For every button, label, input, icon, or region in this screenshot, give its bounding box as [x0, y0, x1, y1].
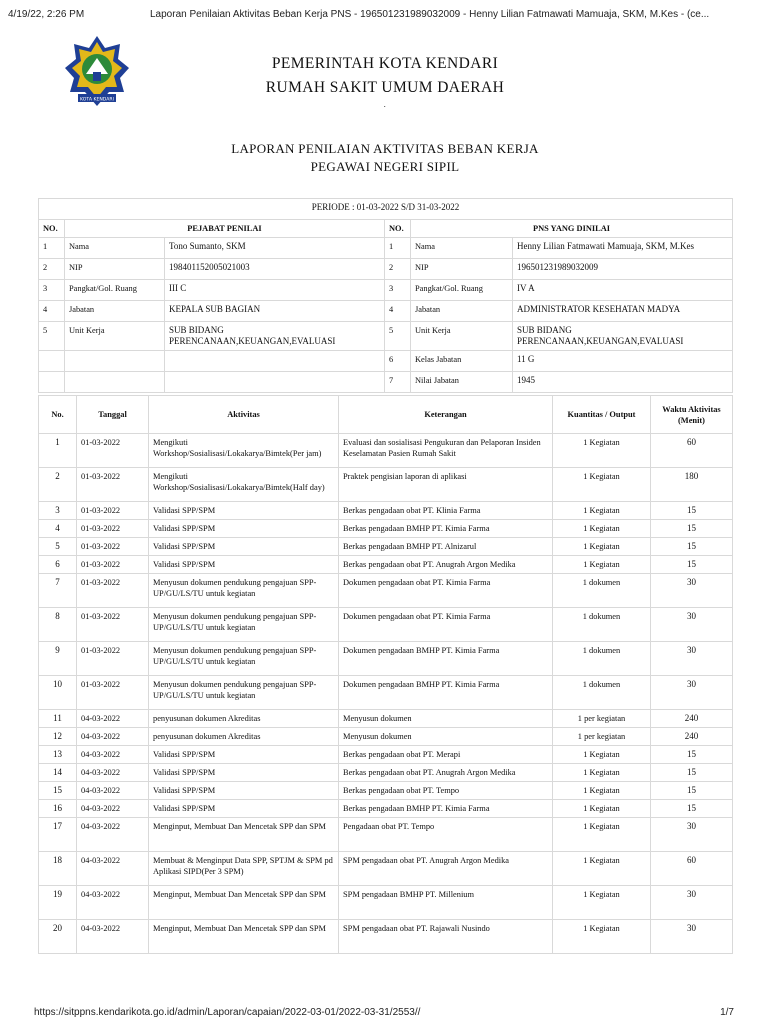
activity-date: 04-03-2022 — [77, 764, 149, 782]
letterhead-line1: PEMERINTAH KOTA KENDARI — [271, 55, 499, 72]
table-row — [39, 800, 733, 818]
activity-name: Menyusun dokumen pendukung pengajuan SPP-UP/GU/LS/TU untuk kegiatan — [149, 608, 339, 642]
activity-output: 1 Kegiatan — [553, 886, 651, 920]
table-row — [39, 608, 733, 642]
assessed-no: 7 — [385, 372, 411, 393]
assessor-value: 198401152005021003 — [165, 259, 385, 280]
assessor-label: Jabatan — [65, 301, 165, 322]
activity-minutes: 15 — [651, 764, 733, 782]
activity-date: 04-03-2022 — [77, 852, 149, 886]
activity-minutes: 15 — [651, 502, 733, 520]
col-no: NO. — [385, 220, 411, 238]
activity-description: Berkas pengadaan obat PT. Merapi — [339, 746, 553, 764]
report-title-line2: PEGAWAI NEGERI SIPIL — [310, 159, 460, 174]
assessor-value: KEPALA SUB BAGIAN — [165, 301, 385, 322]
assessed-value: 1945 — [513, 372, 733, 393]
activity-date: 01-03-2022 — [77, 434, 149, 468]
activity-minutes: 240 — [651, 710, 733, 728]
table-row — [39, 556, 733, 574]
activity-minutes: 15 — [651, 556, 733, 574]
officials-row — [39, 372, 733, 393]
activity-output: 1 Kegiatan — [553, 502, 651, 520]
activity-no: 17 — [39, 818, 77, 852]
activity-output: 1 Kegiatan — [553, 556, 651, 574]
assessor-no: 1 — [39, 238, 65, 259]
print-datetime: 4/19/22, 2:26 PM — [8, 9, 85, 20]
activity-description: Berkas pengadaan BMHP PT. Alnizarul — [339, 538, 553, 556]
activity-description: Pengadaan obat PT. Tempo — [339, 818, 553, 852]
assessed-value: Henny Lilian Fatmawati Mamuaja, SKM, M.Kes — [513, 238, 733, 259]
activity-minutes: 30 — [651, 886, 733, 920]
activity-description: Berkas pengadaan BMHP PT. Kimia Farma — [339, 800, 553, 818]
assessor-value: Tono Sumanto, SKM — [165, 238, 385, 259]
table-row — [39, 728, 733, 746]
activity-date: 01-03-2022 — [77, 538, 149, 556]
activity-date: 04-03-2022 — [77, 818, 149, 852]
assessed-no: 6 — [385, 351, 411, 372]
assessed-value: ADMINISTRATOR KESEHATAN MADYA — [513, 301, 733, 322]
table-row — [39, 538, 733, 556]
activity-output: 1 Kegiatan — [553, 764, 651, 782]
activity-name: Validasi SPP/SPM — [149, 538, 339, 556]
activity-minutes: 30 — [651, 818, 733, 852]
period: PERIODE : 01-03-2022 S/D 31-03-2022 — [39, 199, 733, 220]
report-title — [100, 140, 670, 176]
activity-name: Validasi SPP/SPM — [149, 746, 339, 764]
activity-date: 04-03-2022 — [77, 728, 149, 746]
officials-table — [38, 198, 733, 393]
activity-date: 01-03-2022 — [77, 676, 149, 710]
assessed-no: 3 — [385, 280, 411, 301]
activity-no: 7 — [39, 574, 77, 608]
assessor-no: 3 — [39, 280, 65, 301]
activity-description: Menyusun dokumen — [339, 710, 553, 728]
assessor-no: 5 — [39, 322, 65, 351]
activity-output: 1 per kegiatan — [553, 728, 651, 746]
col-assessor: PEJABAT PENILAI — [65, 220, 385, 238]
activity-name: Validasi SPP/SPM — [149, 556, 339, 574]
assessor-label: Pangkat/Gol. Ruang — [65, 280, 165, 301]
activities-col-header: Kuantitas / Output — [553, 396, 651, 434]
activity-no: 10 — [39, 676, 77, 710]
assessed-label: Nama — [411, 238, 513, 259]
table-row — [39, 520, 733, 538]
activity-no: 19 — [39, 886, 77, 920]
col-no: NO. — [39, 220, 65, 238]
print-page-number: 1/7 — [720, 1007, 734, 1018]
letterhead-line2: RUMAH SAKIT UMUM DAERAH — [265, 79, 505, 96]
assessor-label: Unit Kerja — [65, 322, 165, 351]
activity-name: Menyusun dokumen pendukung pengajuan SPP-UP/GU/LS/TU untuk kegiatan — [149, 642, 339, 676]
table-row — [39, 852, 733, 886]
assessor-empty — [39, 372, 65, 393]
activity-date: 04-03-2022 — [77, 920, 149, 954]
activity-minutes: 15 — [651, 520, 733, 538]
activity-description: Berkas pengadaan obat PT. Anugrah Argon Medika — [339, 764, 553, 782]
activity-output: 1 Kegiatan — [553, 852, 651, 886]
activity-output: 1 Kegiatan — [553, 782, 651, 800]
activity-no: 4 — [39, 520, 77, 538]
assessor-no: 4 — [39, 301, 65, 322]
activity-output: 1 dokumen — [553, 574, 651, 608]
assessor-empty — [65, 351, 165, 372]
activity-description: Berkas pengadaan BMHP PT. Kimia Farma — [339, 520, 553, 538]
activity-output: 1 dokumen — [553, 642, 651, 676]
table-row — [39, 920, 733, 954]
activity-description: Dokumen pengadaan obat PT. Kimia Farma — [339, 574, 553, 608]
table-row — [39, 782, 733, 800]
activity-minutes: 240 — [651, 728, 733, 746]
activity-no: 15 — [39, 782, 77, 800]
activity-output: 1 Kegiatan — [553, 468, 651, 502]
activity-output: 1 dokumen — [553, 608, 651, 642]
table-row — [39, 676, 733, 710]
activity-name: Menginput, Membuat Dan Mencetak SPP dan SPM — [149, 920, 339, 954]
print-url: https://sitppns.kendarikota.go.id/admin/Laporan/capaian/2022-03-01/2022-03-31/2553// — [34, 1007, 421, 1018]
letterhead-dot: . — [383, 100, 387, 109]
assessor-empty — [65, 372, 165, 393]
activity-description: Menyusun dokumen — [339, 728, 553, 746]
activity-date: 04-03-2022 — [77, 886, 149, 920]
activity-no: 20 — [39, 920, 77, 954]
activity-name: Menyusun dokumen pendukung pengajuan SPP-UP/GU/LS/TU untuk kegiatan — [149, 676, 339, 710]
activity-name: Menginput, Membuat Dan Mencetak SPP dan SPM — [149, 818, 339, 852]
officials-row — [39, 238, 733, 259]
activity-date: 01-03-2022 — [77, 608, 149, 642]
officials-row — [39, 259, 733, 280]
table-row — [39, 710, 733, 728]
activity-minutes: 15 — [651, 800, 733, 818]
activities-col-header: Keterangan — [339, 396, 553, 434]
table-row — [39, 434, 733, 468]
activity-minutes: 15 — [651, 782, 733, 800]
officials-row — [39, 351, 733, 372]
print-footer — [0, 1005, 768, 1024]
activity-name: Validasi SPP/SPM — [149, 800, 339, 818]
activity-output: 1 Kegiatan — [553, 818, 651, 852]
activity-description: Dokumen pengadaan BMHP PT. Kimia Farma — [339, 642, 553, 676]
activity-description: SPM pengadaan obat PT. Anugrah Argon Medika — [339, 852, 553, 886]
activity-no: 6 — [39, 556, 77, 574]
activity-no: 1 — [39, 434, 77, 468]
activity-description: Berkas pengadaan obat PT. Klinia Farma — [339, 502, 553, 520]
assessor-value: SUB BIDANG PERENCANAAN,KEUANGAN,EVALUASI — [165, 322, 385, 351]
activity-output: 1 dokumen — [553, 676, 651, 710]
assessor-empty — [165, 372, 385, 393]
activity-name: Validasi SPP/SPM — [149, 520, 339, 538]
activity-output: 1 Kegiatan — [553, 800, 651, 818]
activity-output: 1 Kegiatan — [553, 538, 651, 556]
activity-name: Mengikuti Workshop/Sosialisasi/Lokakarya/Bimtek(Per jam) — [149, 434, 339, 468]
assessed-label: Nilai Jabatan — [411, 372, 513, 393]
activity-no: 13 — [39, 746, 77, 764]
assessed-no: 2 — [385, 259, 411, 280]
assessor-empty — [39, 351, 65, 372]
activity-description: SPM pengadaan BMHP PT. Millenium — [339, 886, 553, 920]
assessor-label: Nama — [65, 238, 165, 259]
assessor-value: III C — [165, 280, 385, 301]
activities-table — [38, 395, 733, 954]
table-row — [39, 502, 733, 520]
activity-no: 2 — [39, 468, 77, 502]
assessed-label: NIP — [411, 259, 513, 280]
assessed-value: IV A — [513, 280, 733, 301]
report-title-line1: LAPORAN PENILAIAN AKTIVITAS BEBAN KERJA — [231, 141, 539, 156]
activity-name: Validasi SPP/SPM — [149, 782, 339, 800]
activity-name: Membuat & Menginput Data SPP, SPTJM & SPM pd Aplikasi SIPD(Per 3 SPM) — [149, 852, 339, 886]
table-row — [39, 574, 733, 608]
activity-minutes: 30 — [651, 920, 733, 954]
kendari-city-emblem-icon — [64, 34, 130, 108]
officials-row — [39, 322, 733, 351]
print-header — [0, 0, 768, 22]
activity-description: Dokumen pengadaan obat PT. Kimia Farma — [339, 608, 553, 642]
activity-date: 01-03-2022 — [77, 502, 149, 520]
activity-name: Menyusun dokumen pendukung pengajuan SPP-UP/GU/LS/TU untuk kegiatan — [149, 574, 339, 608]
assessed-value: 11 G — [513, 351, 733, 372]
table-row — [39, 818, 733, 852]
col-assessed: PNS YANG DINILAI — [411, 220, 733, 238]
activity-name: Mengikuti Workshop/Sosialisasi/Lokakarya/Bimtek(Half day) — [149, 468, 339, 502]
activity-date: 01-03-2022 — [77, 468, 149, 502]
assessed-label: Unit Kerja — [411, 322, 513, 351]
assessed-label: Kelas Jabatan — [411, 351, 513, 372]
activity-no: 12 — [39, 728, 77, 746]
activity-name: penyusunan dokumen Akreditas — [149, 728, 339, 746]
activity-no: 11 — [39, 710, 77, 728]
activity-date: 04-03-2022 — [77, 746, 149, 764]
assessor-label: NIP — [65, 259, 165, 280]
activity-date: 04-03-2022 — [77, 782, 149, 800]
activity-description: Praktek pengisian laporan di aplikasi — [339, 468, 553, 502]
table-row — [39, 746, 733, 764]
activity-output: 1 Kegiatan — [553, 434, 651, 468]
activity-description: SPM pengadaan obat PT. Rajawali Nusindo — [339, 920, 553, 954]
assessor-empty — [165, 351, 385, 372]
activity-name: Validasi SPP/SPM — [149, 764, 339, 782]
activity-minutes: 30 — [651, 676, 733, 710]
activity-minutes: 30 — [651, 642, 733, 676]
activity-description: Evaluasi dan sosialisasi Pengukuran dan Pelaporan Insiden Keselamatan Pasien Rumah Sakit — [339, 434, 553, 468]
table-row — [39, 468, 733, 502]
activity-minutes: 30 — [651, 608, 733, 642]
activity-minutes: 30 — [651, 574, 733, 608]
activities-col-header: Waktu Aktivitas (Menit) — [651, 396, 733, 434]
activity-output: 1 Kegiatan — [553, 746, 651, 764]
activity-output: 1 Kegiatan — [553, 520, 651, 538]
activity-date: 01-03-2022 — [77, 520, 149, 538]
activity-minutes: 15 — [651, 538, 733, 556]
activity-minutes: 15 — [651, 746, 733, 764]
assessed-no: 4 — [385, 301, 411, 322]
activity-output: 1 Kegiatan — [553, 920, 651, 954]
activity-no: 16 — [39, 800, 77, 818]
activity-no: 5 — [39, 538, 77, 556]
officials-row — [39, 301, 733, 322]
assessed-label: Jabatan — [411, 301, 513, 322]
print-title: Laporan Penilaian Aktivitas Beban Kerja PNS - 196501231989032009 - Henny Lilian Fatmawati Mamuaja, SKM, M.Kes - (ce... — [150, 9, 710, 20]
emblem-text: KOTA KENDARI — [80, 97, 114, 103]
assessed-value: 196501231989032009 — [513, 259, 733, 280]
activity-date: 04-03-2022 — [77, 710, 149, 728]
assessed-no: 1 — [385, 238, 411, 259]
activity-description: Berkas pengadaan obat PT. Anugrah Argon Medika — [339, 556, 553, 574]
letterhead — [180, 52, 590, 110]
assessor-no: 2 — [39, 259, 65, 280]
activity-no: 3 — [39, 502, 77, 520]
activity-minutes: 180 — [651, 468, 733, 502]
activity-minutes: 60 — [651, 434, 733, 468]
table-row — [39, 886, 733, 920]
activities-col-header: No. — [39, 396, 77, 434]
table-row — [39, 764, 733, 782]
activity-no: 8 — [39, 608, 77, 642]
activity-name: Menginput, Membuat Dan Mencetak SPP dan SPM — [149, 886, 339, 920]
activity-no: 9 — [39, 642, 77, 676]
activity-name: penyusunan dokumen Akreditas — [149, 710, 339, 728]
activity-output: 1 per kegiatan — [553, 710, 651, 728]
activity-date: 01-03-2022 — [77, 574, 149, 608]
activity-description: Dokumen pengadaan BMHP PT. Kimia Farma — [339, 676, 553, 710]
activity-date: 01-03-2022 — [77, 556, 149, 574]
activity-date: 04-03-2022 — [77, 800, 149, 818]
activity-no: 18 — [39, 852, 77, 886]
activity-minutes: 60 — [651, 852, 733, 886]
officials-row — [39, 280, 733, 301]
table-row — [39, 642, 733, 676]
activity-date: 01-03-2022 — [77, 642, 149, 676]
activity-description: Berkas pengadaan obat PT. Tempo — [339, 782, 553, 800]
assessed-no: 5 — [385, 322, 411, 351]
assessed-value: SUB BIDANG PERENCANAAN,KEUANGAN,EVALUASI — [513, 322, 733, 351]
activity-name: Validasi SPP/SPM — [149, 502, 339, 520]
assessed-label: Pangkat/Gol. Ruang — [411, 280, 513, 301]
activity-no: 14 — [39, 764, 77, 782]
activities-col-header: Tanggal — [77, 396, 149, 434]
activities-col-header: Aktivitas — [149, 396, 339, 434]
